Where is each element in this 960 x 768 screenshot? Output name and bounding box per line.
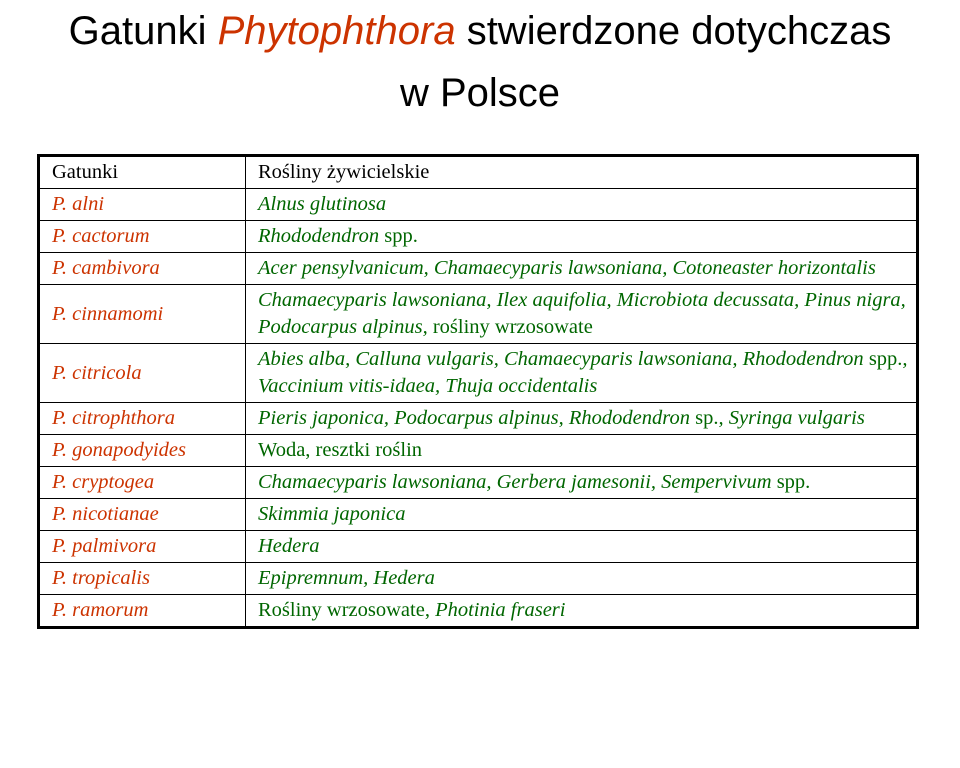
table-row: [39, 253, 918, 285]
title-line-2: w Polsce: [399, 71, 561, 115]
hosts-cell: [246, 403, 918, 435]
hosts-cell: [246, 531, 918, 563]
hosts-cell: [246, 499, 918, 531]
header-hosts: Rośliny żywicielskie: [246, 156, 918, 189]
header-species: Gatunki: [39, 156, 246, 189]
table-row: [39, 563, 918, 595]
host-segment: Abies alba, Calluna vulgaris, Chamaecyparis lawsoniana, Rhododendron: [258, 348, 864, 370]
hosts-cell: [246, 285, 918, 344]
host-segment: Rośliny wrzosowate,: [258, 599, 436, 621]
title-line-1: [0, 0, 960, 62]
host-segment: Chamaecyparis lawsoniana, Ilex aquifolia, Microbiota decussata, Pinus nigra, Podocarpus alpinus,: [258, 289, 906, 338]
host-segment: Pieris japonica, Podocarpus alpinus, Rhododendron: [258, 407, 690, 429]
title-part1: Gatunki: [68, 9, 218, 53]
title-genus: Phytophthora: [217, 9, 456, 53]
species-host-table: [37, 154, 919, 629]
hosts-cell: [246, 344, 918, 403]
species-cell: P. cinnamomi: [39, 285, 246, 344]
species-cell: P. citricola: [39, 344, 246, 403]
table-row: [39, 595, 918, 628]
table-row: [39, 221, 918, 253]
host-segment: Photinia fraseri: [435, 599, 566, 621]
host-segment: , Syringa vulgaris: [718, 407, 865, 429]
hosts-cell: [246, 563, 918, 595]
species-cell: P. citrophthora: [39, 403, 246, 435]
host-segment: Acer pensylvanicum, Chamaecyparis lawsoniana, Cotoneaster horizontalis: [258, 257, 876, 279]
species-cell: P. cambivora: [39, 253, 246, 285]
host-segment: Woda, resztki roślin: [258, 439, 423, 461]
host-segment: Skimmia japonica: [258, 503, 406, 525]
slide-title: [0, 0, 960, 124]
table-body: [39, 156, 918, 628]
species-cell: P. palmivora: [39, 531, 246, 563]
host-segment: Hedera: [258, 535, 320, 557]
hosts-cell: [246, 467, 918, 499]
host-segment: , Vaccinium vitis-idaea, Thuja occidentalis: [258, 348, 908, 397]
species-cell: P. cryptogea: [39, 467, 246, 499]
species-cell: P. gonapodyides: [39, 435, 246, 467]
table-row: [39, 344, 918, 403]
species-cell: P. tropicalis: [39, 563, 246, 595]
species-cell: P. cactorum: [39, 221, 246, 253]
host-segment: spp.: [771, 471, 811, 493]
table-row: [39, 403, 918, 435]
host-segment: Alnus glutinosa: [258, 193, 387, 215]
host-segment: rośliny wrzosowate: [427, 316, 593, 338]
table-row: [39, 435, 918, 467]
host-segment: spp.: [863, 348, 903, 370]
hosts-cell: [246, 595, 918, 628]
species-cell: P. nicotianae: [39, 499, 246, 531]
hosts-cell: [246, 221, 918, 253]
species-cell: P. alni: [39, 189, 246, 221]
title-part2: stwierdzone dotychczas: [455, 9, 892, 53]
table-header-row: [39, 156, 918, 189]
hosts-cell: [246, 253, 918, 285]
species-cell: P. ramorum: [39, 595, 246, 628]
hosts-cell: [246, 435, 918, 467]
host-segment: Epipremnum, Hedera: [258, 567, 435, 589]
table-row: [39, 189, 918, 221]
host-segment: Rhododendron: [258, 225, 380, 247]
table-row: [39, 285, 918, 344]
table-row: [39, 531, 918, 563]
table-row: [39, 467, 918, 499]
hosts-cell: [246, 189, 918, 221]
host-segment: spp.: [379, 225, 418, 247]
host-segment: Chamaecyparis lawsoniana, Gerbera jamesonii, Sempervivum: [258, 471, 772, 493]
table-row: [39, 499, 918, 531]
host-segment: sp.: [690, 407, 719, 429]
